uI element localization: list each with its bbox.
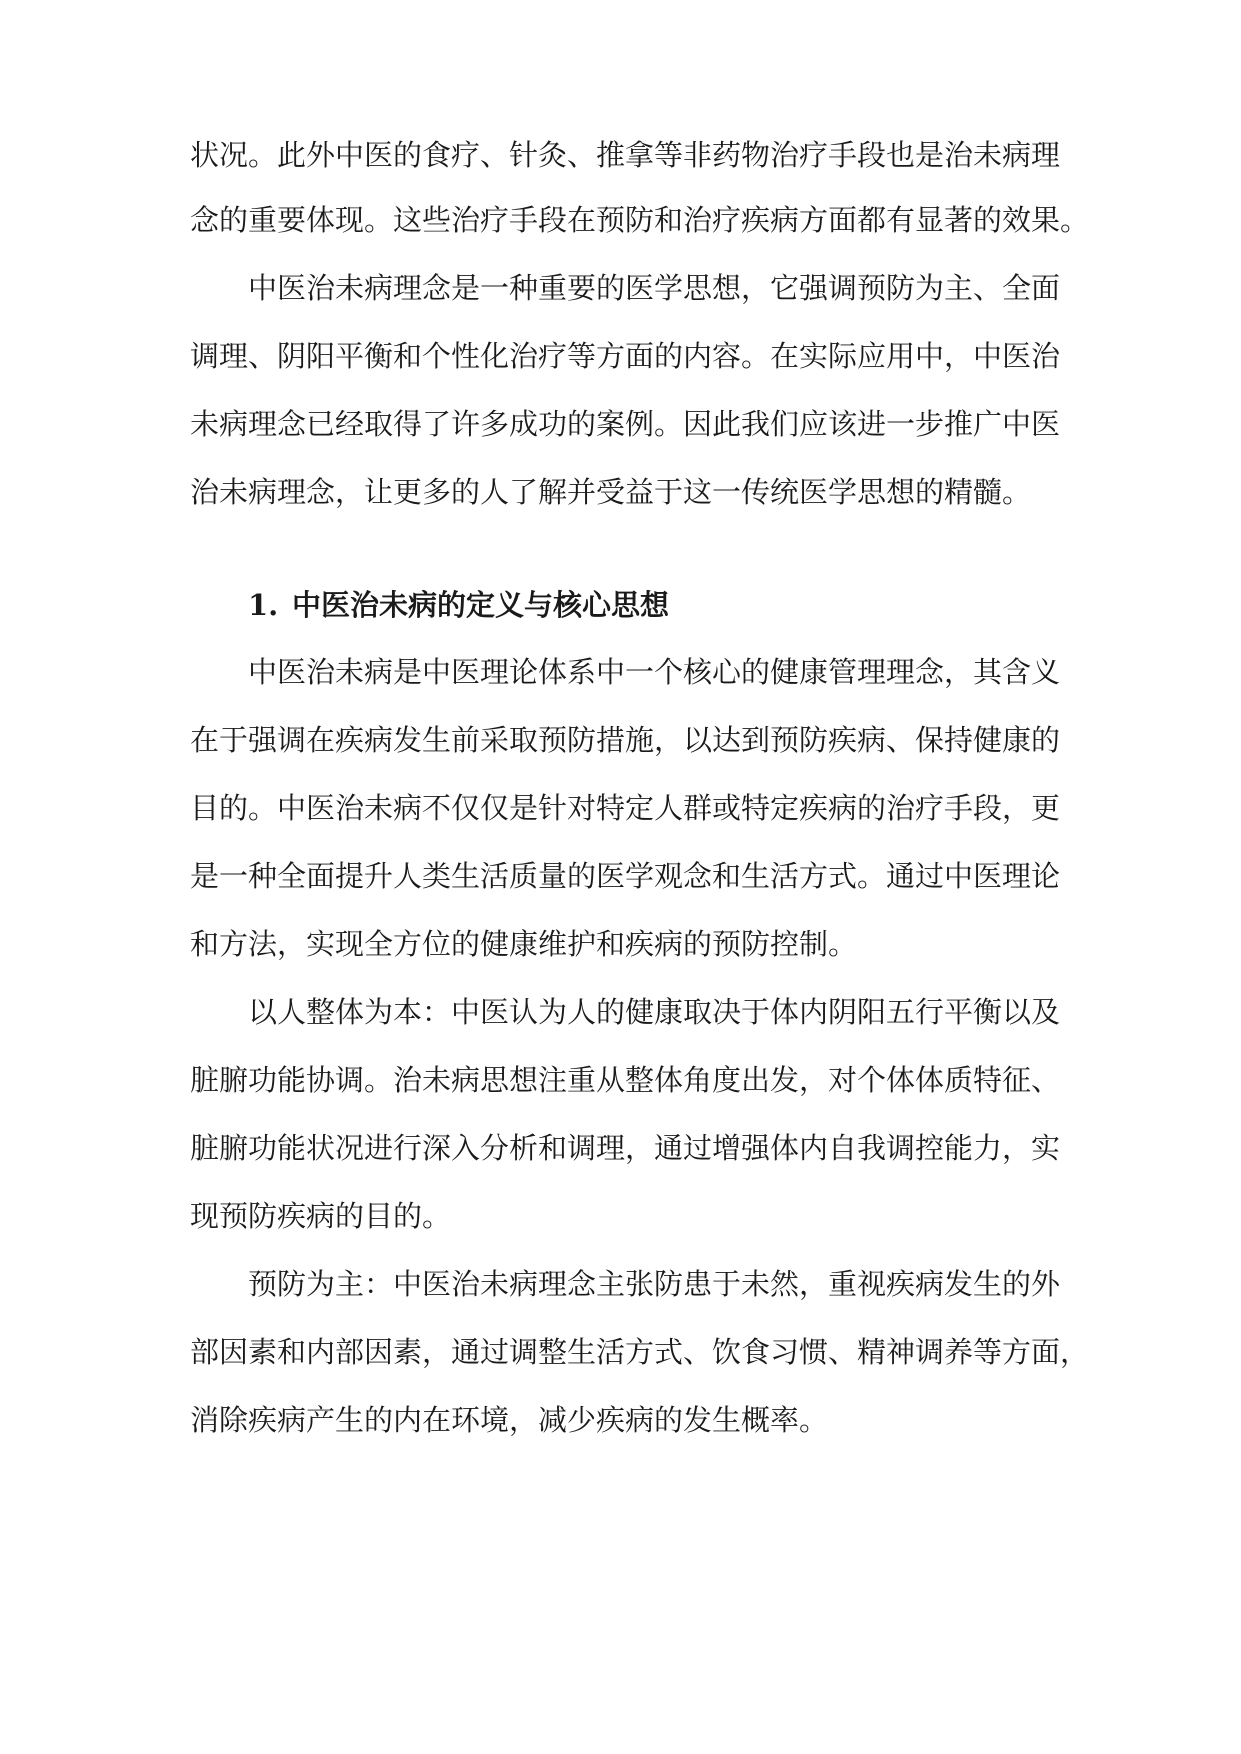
paragraph-line: 预防为主：中医治未病理念主张防患于未然，重视疾病发生的外 (248, 1267, 1061, 1301)
paragraph-line: 以人整体为本：中医认为人的健康取决于体内阴阳五行平衡以及 (248, 995, 1061, 1029)
paragraph-line: 是一种全面提升人类生活质量的医学观念和生活方式。通过中医理论 (190, 859, 1061, 893)
section-heading (248, 585, 669, 625)
paragraph-line: 目的。中医治未病不仅仅是针对特定人群或特定疾病的治疗手段，更 (190, 791, 1061, 825)
paragraph-line: 中医治未病理念是一种重要的医学思想，它强调预防为主、全面 (248, 271, 1061, 305)
paragraph-line: 脏腑功能状况进行深入分析和调理，通过增强体内自我调控能力，实 (190, 1131, 1061, 1165)
section-number: 1. (248, 588, 279, 622)
paragraph-line: 状况。此外中医的食疗、针灸、推拿等非药物治疗手段也是治未病理 (190, 138, 1061, 172)
paragraph-line: 治未病理念，让更多的人了解并受益于这一传统医学思想的精髓。 (190, 475, 1032, 509)
paragraph-line: 在于强调在疾病发生前采取预防措施，以达到预防疾病、保持健康的 (190, 723, 1061, 757)
paragraph-line: 消除疾病产生的内在环境，减少疾病的发生概率。 (190, 1403, 829, 1437)
paragraph-line: 现预防疾病的目的。 (190, 1199, 452, 1233)
paragraph-line: 未病理念已经取得了许多成功的案例。因此我们应该进一步推广中医 (190, 407, 1061, 441)
section-title: 中医治未病的定义与核心思想 (292, 588, 670, 622)
paragraph-line: 部因素和内部因素，通过调整生活方式、饮食习惯、精神调养等方面， (190, 1335, 1090, 1369)
paragraph-line: 念的重要体现。这些治疗手段在预防和治疗疾病方面都有显著的效果。 (190, 203, 1090, 237)
paragraph-line: 调理、阴阳平衡和个性化治疗等方面的内容。在实际应用中，中医治 (190, 339, 1061, 373)
paragraph-line: 脏腑功能协调。治未病思想注重从整体角度出发，对个体体质特征、 (190, 1063, 1061, 1097)
paragraph-line: 和方法，实现全方位的健康维护和疾病的预防控制。 (190, 927, 858, 961)
paragraph-line: 中医治未病是中医理论体系中一个核心的健康管理理念，其含义 (248, 655, 1061, 689)
